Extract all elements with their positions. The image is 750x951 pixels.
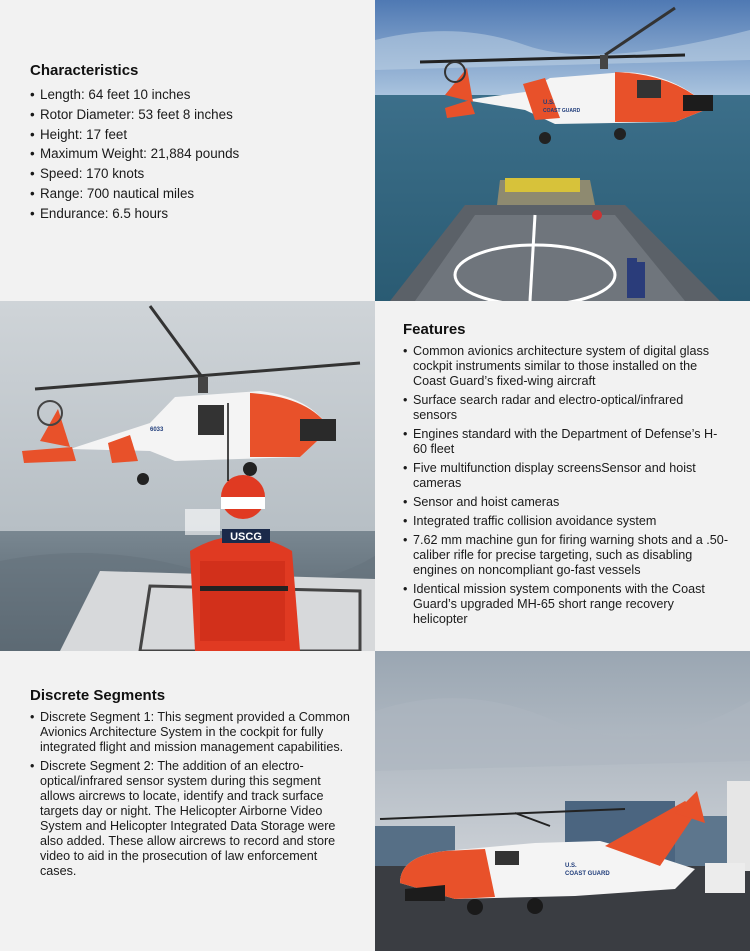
list-item: • Height: 17 feet bbox=[30, 125, 355, 145]
row-discrete-segments bbox=[0, 651, 750, 951]
list-item: • Discrete Segment 2: The addition of an electro-optical/infrared sensor system during this segment allows aircrews to locate, identify and track surface targets day or night. The Helicopter Airborne Video System and Helicopter Integrated Data Storage were also added. These allow aircrews to record and store video to aid in the prosecution of law enforcement cases. bbox=[30, 759, 353, 879]
row-features bbox=[0, 301, 750, 651]
tail-number-text: 6033 bbox=[150, 427, 164, 433]
list-item: • Endurance: 6.5 hours bbox=[30, 204, 355, 224]
list-item: • Length: 64 feet 10 inches bbox=[30, 85, 355, 105]
hull-letters-text: U.S. bbox=[543, 100, 555, 106]
discrete-segments-panel bbox=[0, 651, 375, 951]
discrete-segments-heading: Discrete Segments bbox=[30, 687, 166, 704]
list-item: • Identical mission system components with the Coast Guard’s upgraded MH-65 short range recovery helicopter bbox=[403, 582, 728, 627]
list-item: • Maximum Weight: 21,884 pounds bbox=[30, 144, 355, 164]
row-characteristics bbox=[0, 0, 750, 301]
crew-vest-text: USCG bbox=[230, 531, 262, 543]
characteristics-heading: Characteristics bbox=[30, 62, 139, 79]
characteristics-list bbox=[30, 85, 355, 224]
list-item: • 7.62 mm machine gun for firing warning shots and a .50-caliber rifle for precise targeting, such as disabling engines on noncompliant go-fast vessels bbox=[403, 533, 728, 578]
list-item: • Surface search radar and electro-optical/infrared sensors bbox=[403, 393, 728, 423]
features-list bbox=[403, 344, 728, 627]
ramp-hull-letters-text: U.S. bbox=[565, 863, 577, 869]
discrete-segments-list bbox=[30, 710, 353, 879]
list-item: • Discrete Segment 1: This segment provided a Common Avionics Architecture System in the cockpit for fully integrated flight and mission management capabilities. bbox=[30, 710, 353, 755]
helicopter-ramp-illustration bbox=[375, 651, 750, 951]
helicopter-ship-illustration bbox=[375, 0, 750, 301]
list-item: • Rotor Diameter: 53 feet 8 inches bbox=[30, 105, 355, 125]
list-item: • Integrated traffic collision avoidance system bbox=[403, 514, 728, 529]
features-panel bbox=[0, 301, 750, 651]
list-item: • Five multifunction display screensSensor and hoist cameras bbox=[403, 461, 728, 491]
list-item: • Engines standard with the Department of Defense’s H-60 fleet bbox=[403, 427, 728, 457]
photo-helicopter-on-ramp bbox=[375, 651, 750, 951]
list-item: • Common avionics architecture system of digital glass cockpit instruments similar to those installed on the Coast Guard’s fixed-wing aircraft bbox=[403, 344, 728, 389]
list-item: • Speed: 170 knots bbox=[30, 164, 355, 184]
features-heading: Features bbox=[403, 321, 466, 338]
photo-helicopter-over-ship bbox=[375, 0, 750, 301]
list-item: • Range: 700 nautical miles bbox=[30, 184, 355, 204]
list-item: • Sensor and hoist cameras bbox=[403, 495, 728, 510]
coast-guard-text: COAST GUARD bbox=[543, 108, 581, 114]
ramp-coast-guard-text: COAST GUARD bbox=[565, 871, 610, 877]
characteristics-panel bbox=[0, 0, 375, 301]
